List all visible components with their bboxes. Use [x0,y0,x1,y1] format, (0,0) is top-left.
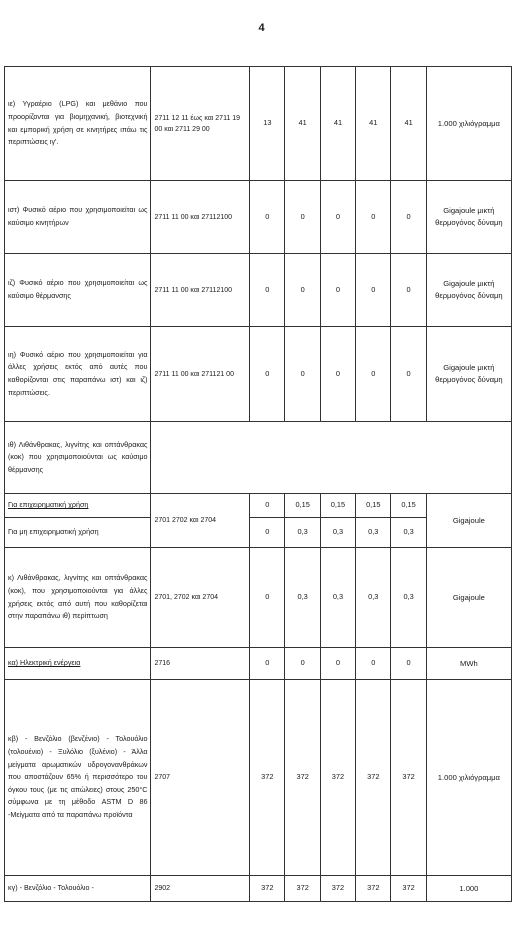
unit-label: Gigajoule [426,548,511,648]
row-description: κ) Λιθάνθρακας, λιγνίτης και οπτάνθρακας (κοκ), που χρησιμοποιούνται για άλλες χρήσεις εκτός από αυτή που καθορίζεται στην παραπάνω ιθ) περίπτωση [5,548,151,648]
rate-value: 372 [250,680,285,876]
unit-label: 1.000 χιλιόγραμμα [426,680,511,876]
rate-value: 0,3 [356,518,391,548]
unit-label: MWh [426,648,511,680]
rate-value: 372 [391,876,426,902]
rate-value: 0 [250,518,285,548]
rate-value: 0,15 [391,494,426,518]
rate-value: 0,15 [320,494,355,518]
rate-value: 0 [356,254,391,327]
tariff-code: 2902 [151,876,250,902]
rate-value: 41 [285,67,320,181]
unit-label: Gigajoule μικτή θερμογόνος δύναμη [426,181,511,254]
rate-value: 0 [285,254,320,327]
table-row-gas-heat [5,254,512,327]
row-description: ιζ) Φυσικό αέριο που χρησιμοποιείται ως καύσιμο θέρμανσης [5,254,151,327]
rate-value: 0 [391,254,426,327]
table-row-lpg [5,67,512,181]
rate-value: 372 [285,680,320,876]
rate-value: 0,3 [320,518,355,548]
rate-value: 0 [250,254,285,327]
rate-value: 0 [320,648,355,680]
excise-rates-table [4,66,512,902]
rate-value: 0 [285,648,320,680]
tariff-code: 2716 [151,648,250,680]
rate-value: 0 [250,648,285,680]
row-description: κβ) - Βενζόλιο (βενζένιο) - Τολουόλιο (τολουένιο) - Ξυλόλιο (ξυλένιο) - Άλλα μείγματα αρωματικών υδρογονανθράκων που αποστάζουν 65% ή περισσότερο του όγκου τους (με τις απώλειες) στους 250°C σύμφωνα με τη μέθοδο ASTM D 86 -Μείγματα από τα παραπάνω προϊόντα [5,680,151,876]
rate-value: 0 [320,181,355,254]
rate-value: 0 [356,181,391,254]
rate-value: 0 [320,254,355,327]
row-description: ιστ) Φυσικό αέριο που χρησιμοποιείται ως καύσιμο κινητήρων [5,181,151,254]
rate-value: 0,3 [320,548,355,648]
row-description: ιε) Υγραέριο (LPG) και μεθάνιο που προορίζονται για βιομηχανική, βιοτεχνική και εμπορική χρήση σε κινητήρες ιπάω τις περιπτώσεις ιγ'. [5,67,151,181]
table-row-electricity [5,648,512,680]
table-row-coal-business [5,494,512,518]
rate-value: 0 [250,548,285,648]
tariff-code: 2711 12 11 έως και 2711 19 00 και 2711 29 00 [151,67,250,181]
rate-value: 0 [320,327,355,422]
row-description: κα) Ηλεκτρική ενέργεια [5,648,151,680]
unit-label: Gigajoule [426,494,511,548]
rate-value: 0,3 [356,548,391,648]
tariff-code: 2711 11 00 και 271121 00 [151,327,250,422]
rate-value: 0,3 [285,548,320,648]
rate-value: 0 [391,181,426,254]
unit-label: Gigajoule μικτή θερμογόνος δύναμη [426,327,511,422]
unit-label: 1.000 [426,876,511,902]
table-row-gas-motor [5,181,512,254]
tariff-code: 2711 11 00 και 27112100 [151,254,250,327]
tariff-code: 2701 2702 και 2704 [151,494,250,548]
page-number: 4 [258,22,265,34]
rate-value: 372 [320,876,355,902]
rate-value: 41 [356,67,391,181]
rate-value: 0 [250,327,285,422]
unit-label: Gigajoule μικτή θερμογόνος δύναμη [426,254,511,327]
rate-value: 0 [285,181,320,254]
table-row-coal-other [5,548,512,648]
row-description: ιη) Φυσικό αέριο που χρησιμοποιείται για άλλες χρήσεις εκτός από αυτές που καθορίζονται στις παραπάνω ιστ) και ιζ) περιπτώσεις. [5,327,151,422]
rate-value: 41 [320,67,355,181]
rate-value: 372 [391,680,426,876]
row-description: ιθ) Λιθάνθρακας, λιγνίτης και οπτάνθρακας (κοκ) που χρησιμοποιούνται ως καύσιμο θέρμανσης [5,422,151,494]
unit-label: 1.000 χιλιόγραμμα [426,67,511,181]
tariff-code: 2711 11 00 και 27112100 [151,181,250,254]
table-row-coal-heat-header [5,422,512,494]
rate-value: 372 [285,876,320,902]
row-description: κγ) - Βενζόλιο - Τολουόλιο - [5,876,151,902]
rate-value: 13 [250,67,285,181]
subrow-label: Για επιχειρηματική χρήση [5,494,151,518]
rate-value: 0 [250,181,285,254]
rate-value: 41 [391,67,426,181]
rate-value: 0 [356,327,391,422]
rate-value: 372 [356,876,391,902]
rate-value: 0,15 [285,494,320,518]
rate-value: 0 [250,494,285,518]
rate-value: 372 [320,680,355,876]
table-row-benzene [5,680,512,876]
rate-value: 0,3 [391,548,426,648]
rate-value: 0,15 [356,494,391,518]
rate-value: 0 [391,648,426,680]
tariff-code: 2701, 2702 και 2704 [151,548,250,648]
rate-value: 372 [356,680,391,876]
subrow-label: Για μη επιχειρηματική χρήση [5,518,151,548]
tariff-code: 2707 [151,680,250,876]
rate-value: 0 [285,327,320,422]
rate-value: 372 [250,876,285,902]
table-row-gas-other [5,327,512,422]
rate-value: 0,3 [285,518,320,548]
rate-value: 0 [391,327,426,422]
rate-value: 0 [356,648,391,680]
rate-value: 0,3 [391,518,426,548]
table-row-benzol [5,876,512,902]
